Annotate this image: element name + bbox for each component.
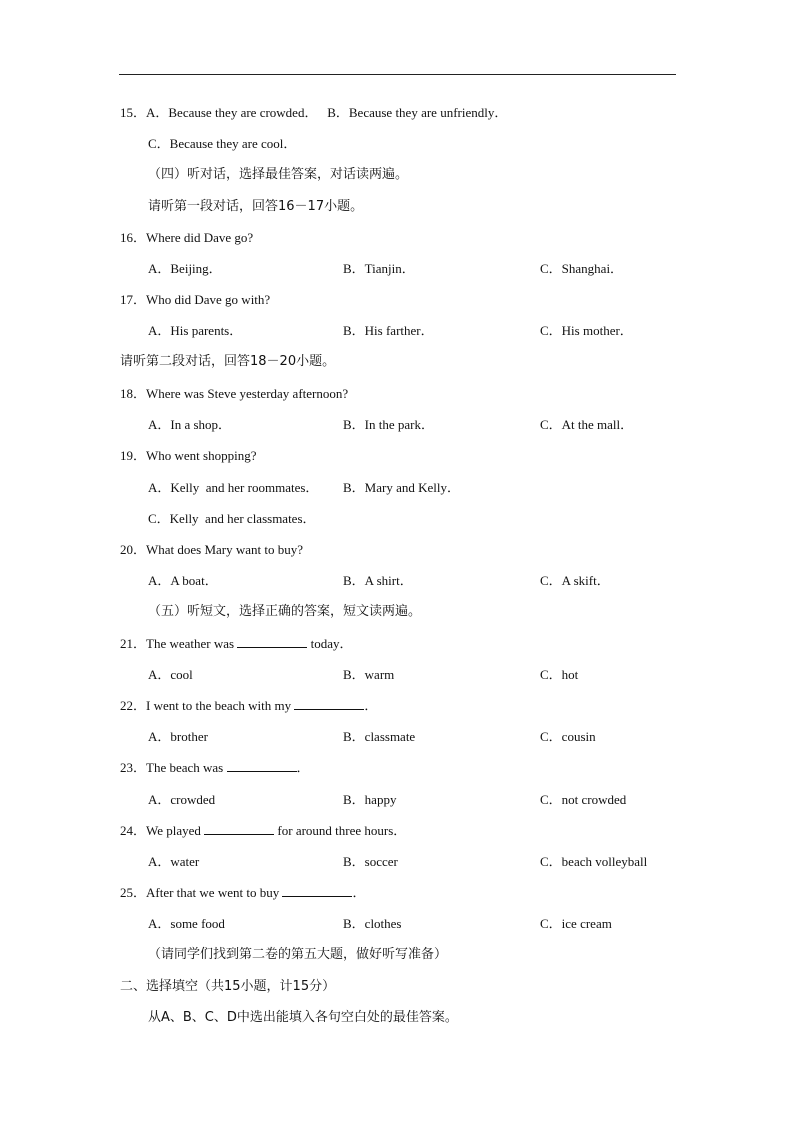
question-24-option-b: B．soccer (343, 854, 398, 869)
section-4-dialogue-1-instruction: 请听第一段对话，回答16－17小题。 (148, 199, 364, 214)
question-17: 17．Who did Dave go with? (120, 292, 271, 307)
question-24-blank (204, 822, 274, 835)
section-4-title: （四）听对话，选择最佳答案，对话读两遍。 (148, 167, 409, 182)
question-19-option-c: C．Kelly and her classmates． (148, 511, 316, 526)
question-22-text-before: 22．I went to the beach with my (120, 698, 295, 713)
question-19-option-a: A．Kelly and her roommates． (148, 480, 319, 495)
question-17-option-a: A．His parents． (148, 323, 243, 338)
question-23-option-b: B．happy (343, 792, 397, 807)
question-23 (120, 759, 310, 777)
question-17-option-b: B．His farther． (343, 323, 434, 338)
question-25-option-c: C．ice cream (540, 916, 612, 931)
header-rule (119, 74, 676, 75)
question-18-option-c: C．At the mall． (540, 417, 634, 432)
question-22-option-c: C．cousin (540, 729, 596, 744)
dialogue-2-instruction: 请听第二段对话，回答18－20小题。 (120, 354, 336, 369)
question-24-text-before: 24．We played (120, 823, 205, 838)
question-20: 20．What does Mary want to buy? (120, 542, 304, 557)
question-20-option-c: C．A skift． (540, 573, 610, 588)
question-15: 15．A．Because they are crowded． B．Because they are unfriendly． (120, 105, 508, 120)
question-21-option-a: A．cool (148, 667, 193, 682)
question-24-text-after: for around three hours． (274, 823, 407, 838)
question-19: 19．Who went shopping? (120, 448, 257, 463)
question-25-option-a: A．some food (148, 916, 225, 931)
question-21-blank (237, 635, 307, 648)
question-22-option-b: B．classmate (343, 729, 416, 744)
question-17-option-c: C．His mother． (540, 323, 633, 338)
question-22-blank (294, 697, 364, 710)
question-15-option-c: C．Because they are cool． (148, 136, 297, 151)
question-20-option-b: B．A shirt． (343, 573, 413, 588)
question-21-text-after: today． (307, 636, 353, 651)
question-24-option-c: C．beach volleyball (540, 854, 648, 869)
question-23-text-after: ． (296, 760, 310, 775)
question-23-text-before: 23．The beach was (120, 760, 227, 775)
dictation-note: （请同学们找到第二卷的第五大题，做好听写准备） (148, 947, 448, 962)
question-25-text-before: 25．After that we went to buy (120, 885, 283, 900)
question-24 (120, 822, 406, 840)
question-25-blank (282, 884, 352, 897)
question-24-option-a: A．water (148, 854, 200, 869)
question-20-option-a: A．A boat． (148, 573, 218, 588)
question-19-option-b: B．Mary and Kelly． (343, 480, 460, 495)
question-16: 16．Where did Dave go? (120, 230, 254, 245)
question-21 (120, 635, 352, 653)
question-23-option-a: A．crowded (148, 792, 216, 807)
question-21-text-before: 21．The weather was (120, 636, 238, 651)
question-21-option-b: B．warm (343, 667, 395, 682)
question-18-option-b: B．In the park． (343, 417, 434, 432)
question-22-option-a: A．brother (148, 729, 208, 744)
part-2-instruction: 从A、B、C、D中选出能填入各句空白处的最佳答案。 (148, 1010, 458, 1025)
question-25 (120, 884, 365, 902)
part-2-title: 二、选择填空（共15小题，计15分） (120, 979, 336, 994)
question-21-option-c: C．hot (540, 667, 579, 682)
question-18: 18．Where was Steve yesterday afternoon? (120, 386, 349, 401)
question-23-option-c: C．not crowded (540, 792, 627, 807)
question-18-option-a: A．In a shop． (148, 417, 232, 432)
question-22-text-after: ． (364, 698, 378, 713)
question-25-text-after: ． (352, 885, 366, 900)
question-16-option-b: B．Tianjin． (343, 261, 415, 276)
question-23-blank (227, 759, 297, 772)
question-16-option-a: A．Beijing． (148, 261, 222, 276)
question-22 (120, 697, 377, 715)
section-5-title: （五）听短文，选择正确的答案，短文读两遍。 (148, 604, 422, 619)
question-16-option-c: C．Shanghai． (540, 261, 624, 276)
question-25-option-b: B．clothes (343, 916, 402, 931)
